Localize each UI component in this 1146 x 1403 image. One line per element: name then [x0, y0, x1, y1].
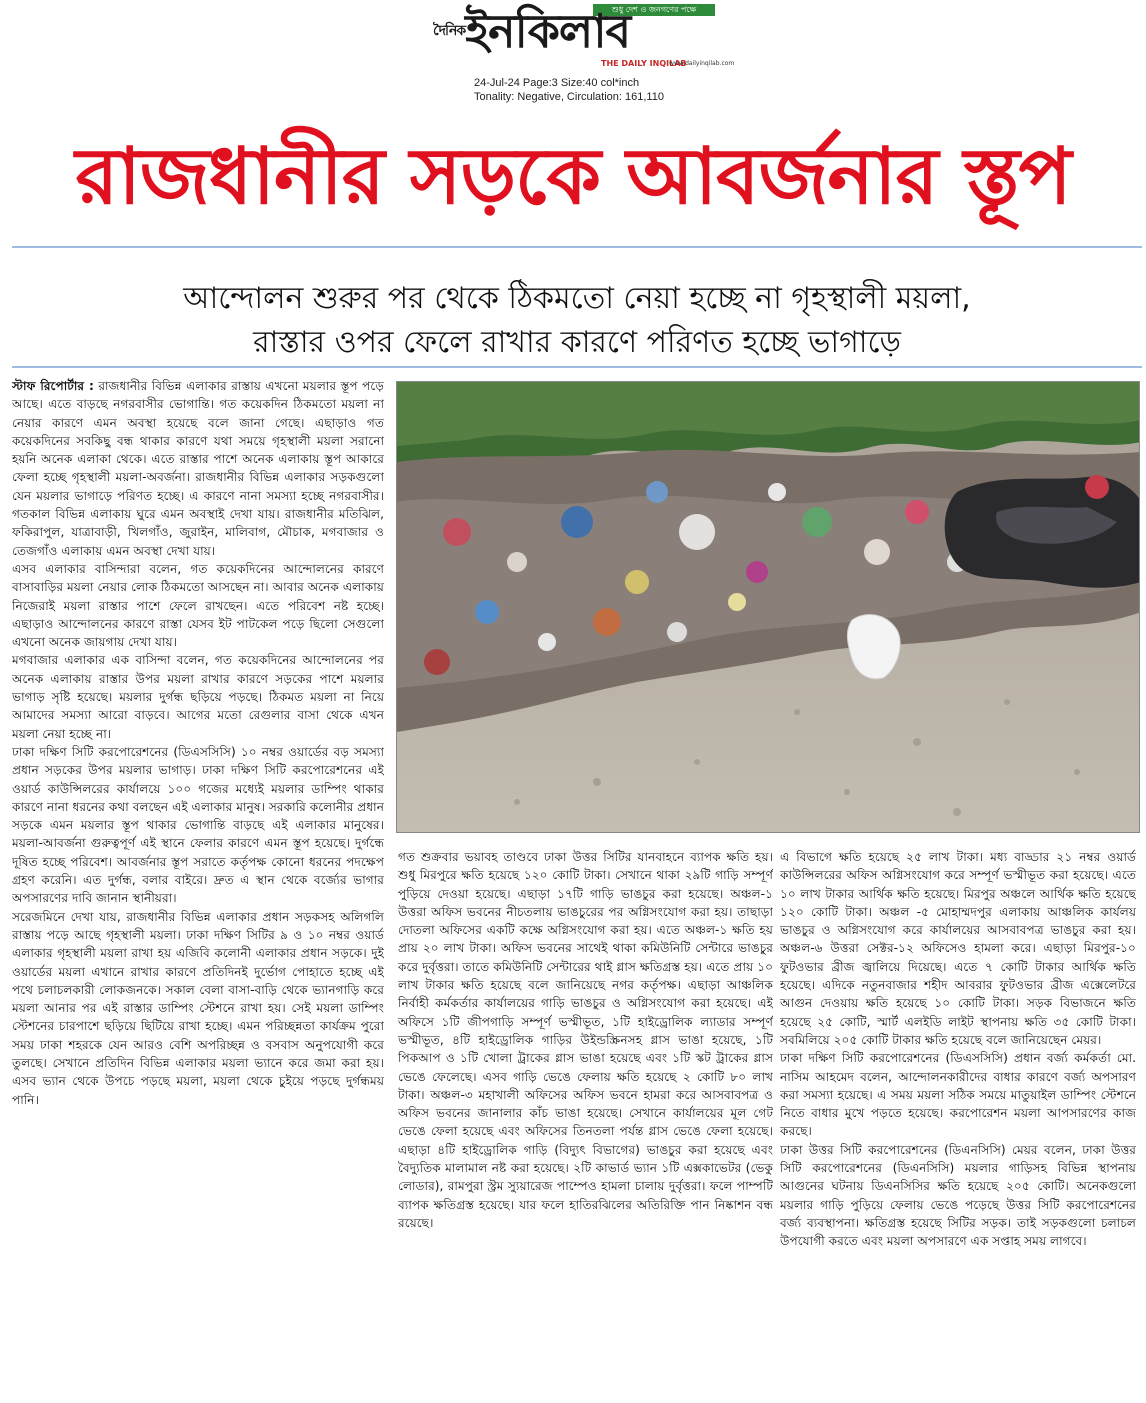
article-column-1: [12, 377, 384, 1395]
paragraph-3: মগবাজার এলাকার এক বাসিন্দা বলেন, গত কয়েকদিনের আন্দোলনের পর অনেক এলাকায় রাস্তার উপর ময়লা রাখার কারণে সড়কের পাশে ময়লার ভাগাড় সৃষ্টি হয়েছে। ময়লার দুর্গন্ধ ছড়িয়ে পড়ছে। ঠিকমত ময়লা না নিয়ে আমাদের সমস্যা আরো বাড়বে। আগের মতো রেগুলার বাসা থেকে এখন ময়লা নেয়া হচ্ছে না।: [12, 653, 384, 741]
subheadline-line2: রাস্তার ওপর ফেলে রাখার কারণে পরিণত হচ্ছে ভাগাড়ে: [253, 325, 901, 360]
paragraph-6: গত শুক্রবার ভয়াবহ তাণ্ডবে ঢাকা উত্তর সিটির যানবাহনে ব্যাপক ক্ষতি হয়। শুধু মিরপুরে ক্ষতি হয়েছে ১২০ কোটি টাকা। সেখানে থাকা ২৯টি গাড়ি সম্পূর্ণ পুড়িয়ে দেওয়া হয়েছে। এছাড়া ১৭টি গাড়ি ভাঙচুর করা হয়েছে। অঞ্চল-১ উত্তরা অফিস ভবনের নীচতলায় ভাঙচুরের পর অগ্নিসংযোগ করা হয়। তাছাড়া দোতলা অফিসের একটি কক্ষে অগ্নিসংযোগ করা হয়। এতে অঞ্চল-১ ক্ষতি হয় প্রায় ২০ লাখ টাকা। অফিস ভবনের সাথেই থাকা কমিউনিটি সেন্টারে ভাঙচুর করে দুর্বৃত্তরা। তাতে কমিউনিটি সেন্টারের থাই গ্লাস ক্ষতিগ্রস্ত হয়। এতে প্রায় ১০ লাখ টাকার ক্ষতি হয়েছে বলে জানিয়েছে নগর কর্তৃপক্ষ। এছাড়া আঞ্চলিক নির্বাহী কর্মকর্তার কার্যালয়ের গাড়ি ভাঙচুর ও অগ্নিসংযোগ করা হয়েছে। এই অফিসে ১টি জীপগাড়ি সম্পূর্ণ ভস্মীভূত, ১টি হাইড্রোলিক ল্যাডার সম্পূর্ণ ভস্মীভূত, ৪টি হাইড্রোলিক গাড়ির উইন্ডস্ক্রিনসহ গ্লাস ভাঙা হয়েছে, ১টি পিকআপ ও ১টি খোলা ট্রাকের গ্লাস ভাঙা হয়েছে এবং ১টি স্কট ট্রাকের গ্লাস ভেঙে ফেলেছে। এসব গাড়ি ভেঙে ফেলায় ক্ষতি হয়েছে ২ কোটি ৮০ লাখ টাকা। অঞ্চল-৩ মহাখালী অফিসের অফিস ভবনে হামরা করে আসবাবপত্র ও অফিস ভবনের জানালার কাঁচ ভাঙা হয়েছে। সেখানে কার্যালয়ের মূল গেট ভেঙে ফেলা হয়েছে এবং অফিসের তিনতলা পর্যন্ত গ্লাস ভেঙে ফেলা হয়েছে। এছাড়া ৪টি হাইড্রোলিক গাড়ি (বিদ্যুৎ বিভাগের) ভাঙচুর করা হয়েছে এবং বৈদ্যুতিক মালামাল নষ্ট করা হয়েছে। ২টি কাভার্ড ভ্যান ১টি এক্সকাভেটর (ভেকু লোডার), রামপুরা স্ট্রম স্যুয়ারেজ পাম্পেও হামলা চালায় দুর্বৃত্তরা। ফলে পাম্পটি ব্যাপক ক্ষতিগ্রস্ত হয়েছে। যার ফলে হাতিরঝিলের অতিরিক্তি পান নিষ্কাশন বন্ধ রয়েছে।: [398, 850, 773, 1230]
article-column-3: [780, 848, 1136, 1395]
masthead-name: ইনকিলাব: [465, 4, 631, 58]
subheadline-line1: আন্দোলন শুরুর পর থেকে ঠিকমতো নেয়া হচ্ছে না গৃহস্থালী ময়লা,: [183, 281, 971, 316]
clipping-meta: [474, 76, 664, 104]
newspaper-masthead: [433, 2, 735, 72]
paragraph-1-text: রাজধানীর বিভিন্ন এলাকার রাস্তায় এখনো ময়লার স্তূপ পড়ে আছে। এতে বাড়ছে নগরবাসীর ভোগান্তি। গত কয়েকদিন ঠিকমতো ময়লা না নেয়ার কারণে এমন অবস্থা হয়েছে বলে জানা গেছে। এছাড়াও গত কয়েকদিনের সবকিছু বন্ধ থাকার কারণে যথা সময়ে গৃহস্থালী ময়লা সরানো হয়নি অনেক এলাকা থেকে। এতে রাস্তার পাশে অনেক এলাকায় স্তূপ আকারে ফেলা হচ্ছে গৃহস্থালী ময়লা-অবর্জনা। রাজধানীর বিভিন্ন এলাকার সড়কগুলো যেন ময়লার ভাগাড়ে পরিণত হচ্ছে। এ কারণে নানা সমস্যা হচ্ছে নগরবাসীর। গতকাল বিভিন্ন এলাকায় ঘুরে এমন অবস্থাই দেখা যায়। রাজধানীর মতিঝিল, ফকিরাপুল, যাত্রাবাড়ী, খিলগাঁও, জুরাইন, মালিবাগ, মৌচাক, মগবাজার ও তেজগাঁও এলাকায় এমন অবস্থা দেখা যায়।: [12, 379, 384, 558]
paragraph-9: ঢাকা উত্তর সিটি করপোরেশনের (ডিএনসিসি) মেয়র বলেন, ঢাকা উত্তর সিটি করপোরেশনের (ডিএনসিসি) ময়লার গাড়িসহ বিভিন্ন স্থাপনায় আগুনের ঘটনায় ডিএনসিসির ক্ষতি হয়েছে ২০৫ কোটি। অনেকগুলো ময়লার গাড়ি পুড়িয়ে ফেলায় ভেঙে পড়েছে উত্তর সিটি করপোরেশনের বর্জ্য ব্যবস্থাপনা। ক্ষতিগ্রস্ত হয়েছে সিটির সড়ক। তাই সড়কগুলো চলাচল উপযোগী করতে এবং ময়লা অপসারণে এক সপ্তাহ সময় লাগবে।: [780, 1142, 1136, 1249]
byline: স্টাফ রিপোর্টার :: [12, 379, 94, 393]
masthead-website: www.dailyinqilab.com: [669, 60, 735, 67]
photo-illustration: [397, 382, 1140, 833]
paragraph-5: সরেজমিনে দেখা যায়, রাজধানীর বিভিন্ন এলাকার প্রধান সড়কসহ অলিগলি রাস্তায় পড়ে আছে গৃহস্থালী ময়লা। ঢাকা দক্ষিণ সিটির ৯ ও ১০ নম্বর ওয়ার্ড এলাকার গৃহস্থালী ময়লা রাখা হয় এজিবি কলোনী এলাকার প্রধান সড়কে। দুই ওয়ার্ডের ময়লা এখানে রাখার কারণে প্রতিদিনই দুর্ভোগ পোহাতে হচ্ছে এই পথে চলাচলকারী লোকজনকে। সকাল বেলা বাসা-বাড়ি থেকে ভ্যানগাড়ি করে ময়লা আনার পর এই রাস্তার ডাম্পিং স্টেশনে রাখা হয়। সেই ময়লা ডাম্পিং স্টেশনের চারপাশে ছড়িয়ে ছিটিয়ে রাখা হচ্ছে। এমন পরিচ্ছন্নতা কার্যক্রম পুরো সময় ঢাকা শহরকে যেন আরও বেশি অপরিচ্ছন্ন ও বসবাস অনুপযোগী করে তুলছে। সেখানে প্রতিদিন বিভিন্ন এলাকার ময়লা ভ্যানে করে জমা করা হয়। এসব ভ্যান থেকে উপচে পড়ছে ময়লা, ময়লা থেকে চুইয়ে পড়ছে দুর্গন্ধময় পানি।: [12, 909, 384, 1107]
masthead-tagline: শুধু দেশ ও জনগণের পক্ষে: [593, 4, 715, 16]
masthead-logo: [433, 6, 630, 56]
divider-top: [12, 246, 1142, 248]
clipping-meta-line2: Tonality: Negative, Circulation: 161,110: [474, 91, 664, 103]
paragraph-1: [12, 377, 384, 560]
paragraph-7: এ বিভাগে ক্ষতি হয়েছে ২৫ লাখ টাকা। মধ্য বাড্ডার ২১ নম্বর ওয়ার্ড কাউন্সিলরের অফিস অগ্নিসংযোগ করে সম্পূর্ণ ভস্মীভূত করা হয়েছে। এতে ১০ লাখ টাকার আর্থিক ক্ষতি হয়েছে। মিরপুর অঞ্চলে আর্থিক ক্ষতি হয়েছে ১২০ কোটি টাকা। অঞ্চল -৫ মোহাম্মদপুর এলাকায় আঞ্চলিক কার্যলয় ভাঙচুর ও অগ্নিসংযোগ করে কার্যালয়ের আসবাবপত্র ভাঙচুর করা হয়। অঞ্চল-৬ উত্তরা সেক্টর-১২ অফিসেও হামলা করে। এছাড়া মিরপুর-১০ ফুটওভার ব্রীজ জ্বালিয়ে দিয়েছে। এতে ৭ কোটি টাকার আর্থিক ক্ষতি হয়েছে। এদিকে নতুনবাজার শহীদ আবরার ফুটওভার ব্রীজ এক্সেলেটরে আগুন দেওয়ায় ক্ষতি হয়েছে ১০ কোটি টাকা। সড়ক বিভাজনে ক্ষতি হয়েছে ২৫ কোটি, স্মার্ট এলইডি লাইট স্থাপনায় ক্ষতি ৩৫ কোটি টাকা। সবমিলিয়ে ২০৫ কোটি টাকার ক্ষতি হয়েছে বলে জানিয়েছেন মেয়র।: [780, 850, 1136, 1047]
paragraph-4: ঢাকা দক্ষিণ সিটি করপোরেশনের (ডিএসসিসি) ১০ নম্বর ওয়ার্ডের বড় সমস্যা প্রধান সড়কের উপর ময়লার ভাগাড়। ঢাকা দক্ষিণ সিটি করপোরেশনের এই ওয়ার্ড কাউন্সিলরের কার্যালয়ে ১০০ গজের মধ্যেই ময়লার ডাম্পিং থাকার কারণে নানা ধরনের কথা বলছেন এই এলাকার মানুষ। সরকারি কলোনীর প্রধান সড়কে এমন ময়লার স্তূপ থাকার ভোগান্তি বাড়ছে এই এলাকার মানুষের। ময়লা-আবর্জনা গুরুত্বপূর্ণ এই স্থানে ফেলার কারণে এমন স্তূপ হয়েছে। দুর্গন্ধে দূষিত হচ্ছে পরিবেশ। আবর্জনার স্তূপ সরাতে কর্তৃপক্ষ কোনো ধরনের পদক্ষেপ গ্রহণ করেনি। এত দুর্গন্ধ, বলার বাইরে। দ্রুত এ স্থান থেকে বর্জ্যের ভাগার অপসারণের দাবি জানান স্থানীয়রা।: [12, 744, 384, 906]
masthead-english-name: THE DAILY INQILAB: [601, 59, 687, 68]
paragraph-2: এসব এলাকার বাসিন্দারা বলেন, গত কয়েকদিনের আন্দোলনের কারণে বাসাবাড়ির ময়লা নেয়ার লোক ঠিকমতো আসছেন না। আবার অনেক এলাকায় নিজেরাই ময়লা রাস্তার পাশে ফেলে রাখছেন। এতে পরিবেশ নষ্ট হচ্ছে। এছাড়াও আন্দোলনের কারণে রাস্তা যেসব ইট পাটকেল পড়ে ছিলো সেগুলো এখনো অনেক জায়গায় দেখা যায়।: [12, 561, 384, 650]
clipping-meta-line1: 24-Jul-24 Page:3 Size:40 col*inch: [474, 77, 640, 89]
divider-bottom: [12, 366, 1142, 368]
masthead-prefix: দৈনিক: [433, 23, 466, 39]
article-headline: রাজধানীর সড়কে আবর্জনার স্তূপ: [75, 132, 1071, 222]
paragraph-8: ঢাকা দক্ষিণ সিটি করপোরেশনের (ডিএসসিসি) প্রধান বর্জ্য কর্মকর্তা মো. নাসিম আহমেদ বলেন, আন্দোলনকারীদের বাধার কারণে বর্জ্য অপসারণ করা সমস্যা হয়েছে। এ সময় ময়লা সঠিক সময়ে মাতুয়াইল ডাম্পিং স্টেশনে নিতে বাধার মুখে পড়তে হয়েছে। করপোরেশন ময়লা আপসারণের কাজ করছে।: [780, 1051, 1136, 1139]
article-column-2: [398, 848, 773, 1395]
garbage-pile-photo: [396, 381, 1140, 833]
